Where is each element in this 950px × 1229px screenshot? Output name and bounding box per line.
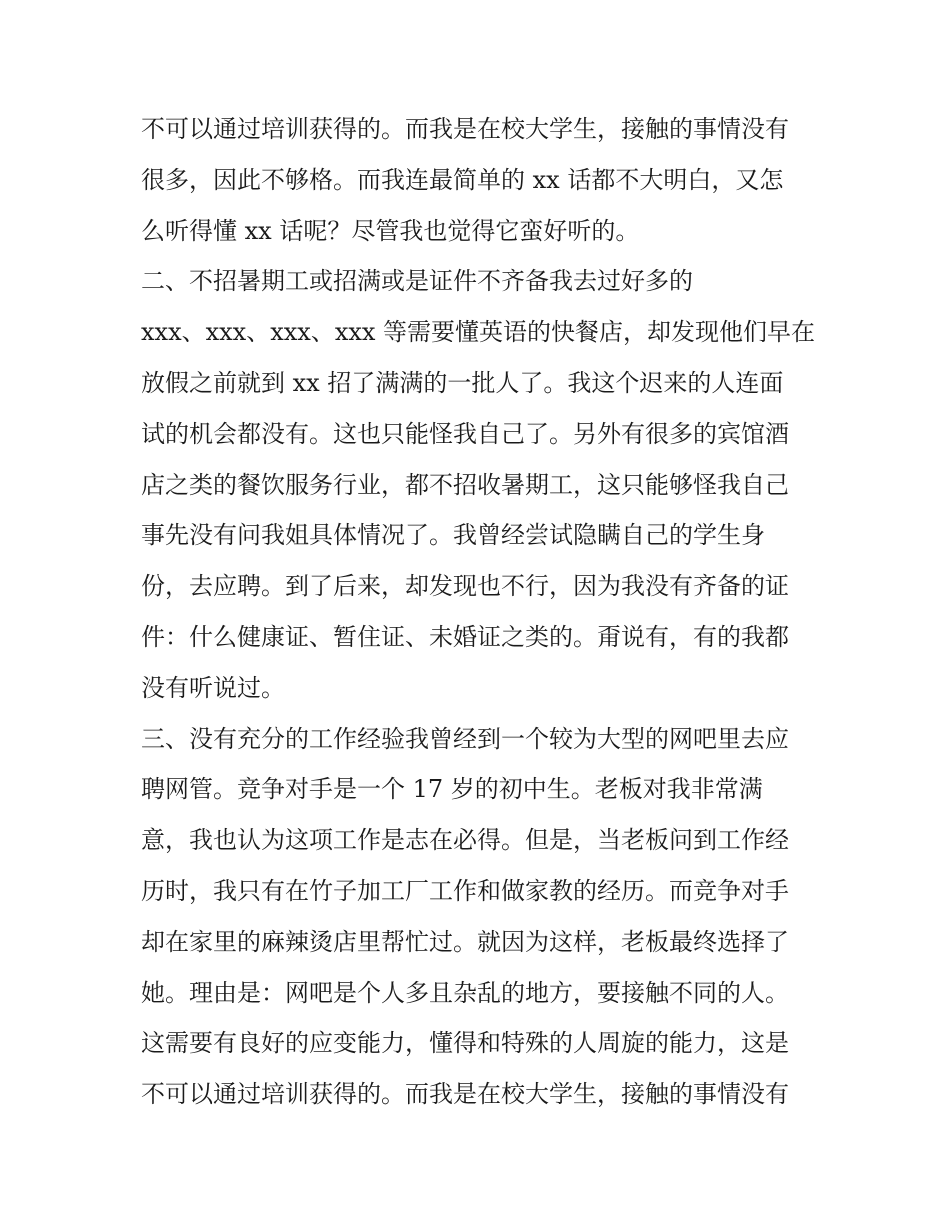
text-line: 份，去应聘。到了后来，却发现也不行，因为我没有齐备的证 <box>141 572 789 601</box>
text-line: 件：什么健康证、暂住证、未婚证之类的。甭说有，有的我都 <box>141 622 789 651</box>
text-line: 却在家里的麻辣烫店里帮忙过。就因为这样，老板最终选择了 <box>141 927 789 956</box>
section-heading-line: 三、没有充分的工作经验我曾经到一个较为大型的网吧里去应 <box>141 724 789 753</box>
text-line: 不可以通过培训获得的。而我是在校大学生，接触的事情没有 <box>141 1080 789 1109</box>
text-line: 没有听说过。 <box>141 673 285 702</box>
text-line: 事先没有问我姐具体情况了。我曾经尝试隐瞒自己的学生身 <box>141 521 765 550</box>
text-line: 试的机会都没有。这也只能怪我自己了。另外有很多的宾馆酒 <box>141 419 789 448</box>
text-line: 店之类的餐饮服务行业，都不招收暑期工，这只能够怪我自己 <box>141 470 789 499</box>
text-line: 聘网管。竞争对手是一个 17 岁的初中生。老板对我非常满 <box>141 775 763 804</box>
text-line: 很多，因此不够格。而我连最简单的 xx 话都不大明白，又怎 <box>141 165 784 194</box>
text-line: 这需要有良好的应变能力，懂得和特殊的人周旋的能力，这是 <box>141 1029 789 1058</box>
text-line: 意，我也认为这项工作是志在必得。但是，当老板问到工作经 <box>141 826 789 855</box>
text-line: xxx、xxx、xxx、xxx 等需要懂英语的快餐店，却发现他们早在 <box>141 318 816 347</box>
body-text <box>141 104 821 1120</box>
text-line: 么听得懂 xx 话呢？尽管我也觉得它蛮好听的。 <box>141 216 640 245</box>
text-line: 不可以通过培训获得的。而我是在校大学生，接触的事情没有 <box>141 115 789 143</box>
text-line: 放假之前就到 xx 招了满满的一批人了。我这个迟来的人连面 <box>141 368 784 397</box>
text-line: 历时，我只有在竹子加工厂工作和做家教的经历。而竞争对手 <box>141 876 789 905</box>
section-heading-line: 二、不招暑期工或招满或是证件不齐备我去过好多的 <box>141 267 693 296</box>
text-line: 她。理由是：网吧是个人多且杂乱的地方，要接触不同的人。 <box>141 978 789 1007</box>
